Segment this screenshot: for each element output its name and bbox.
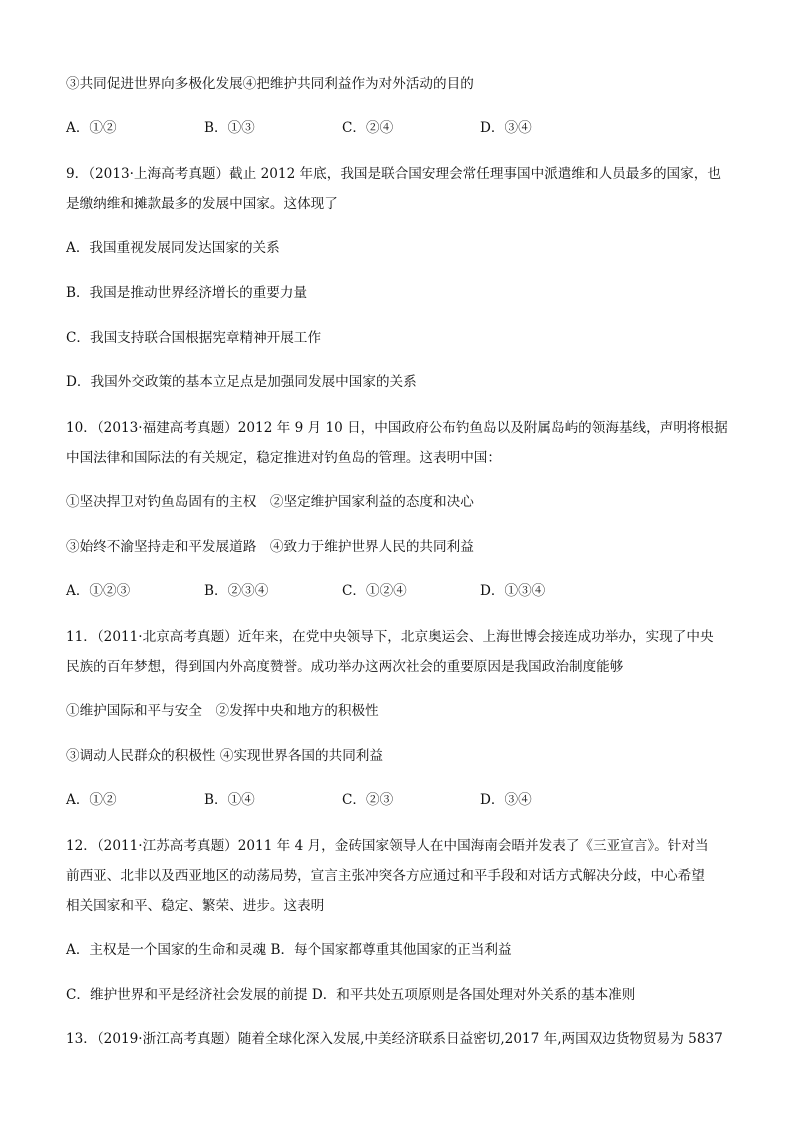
q8-options (66, 118, 736, 138)
q12-options-cd: C．维护世界和平是经济社会发展的前提 D．和平共处五项原则是各国处理对外关系的基本准则 (66, 987, 636, 1003)
q8-statements-line2: ③共同促进世界向多极化发展④把维护共同利益作为对外活动的目的 (66, 76, 474, 92)
q9-stem-line2: 是缴纳维和摊款最多的发展中国家。这体现了 (66, 196, 338, 212)
q10-option-d: D．①③④ (480, 583, 546, 599)
q9-option-b: B．我国是推动世界经济增长的重要力量 (66, 285, 308, 301)
q11-statements-line1: ①维护国际和平与安全 ②发挥中央和地方的积极性 (66, 703, 379, 719)
q10-option-c: C．①②④ (342, 583, 407, 599)
q8-option-a: A．①② (66, 120, 117, 136)
q10-option-b: B．②③④ (204, 583, 269, 599)
q10-stem-line1: 10．（2013·福建高考真题）2012 年 9 月 10 日，中国政府公布钓鱼岛以及附属岛屿的领海基线，声明将根据 (66, 420, 728, 436)
q8-option-d: D．③④ (480, 120, 532, 136)
q8-option-b: B．①③ (204, 120, 255, 136)
q11-stem-line1: 11．（2011·北京高考真题）近年来，在党中央领导下，北京奥运会、上海世博会接连成功举办，实现了中央 (66, 629, 714, 645)
q11-option-b: B．①④ (204, 792, 255, 808)
q11-option-a: A．①② (66, 792, 117, 808)
q11-option-c: C．②③ (342, 792, 394, 808)
q10-option-a: A．①②③ (66, 583, 131, 599)
q12-stem-line1: 12．（2011·江苏高考真题）2011 年 4 月，金砖国家领导人在中国海南会晤并发表了《三亚宣言》。针对当 (66, 838, 709, 854)
q9-option-d: D．我国外交政策的基本立足点是加强同发展中国家的关系 (66, 374, 417, 390)
q10-options (66, 581, 736, 601)
q13-stem-line1: 13．（2019·浙江高考真题）随着全球化深入发展,中美经济联系日益密切,2017 年,两国双边货物贸易为 5837 (66, 1031, 723, 1047)
q11-options (66, 790, 736, 810)
q10-stem-line2: 中国法律和国际法的有关规定，稳定推进对钓鱼岛的管理。这表明中国： (66, 450, 501, 466)
q10-statements-line2: ③始终不渝坚持走和平发展道路 ④致力于维护世界人民的共同利益 (66, 539, 474, 555)
q9-stem-line1: 9．（2013·上海高考真题）截止 2012 年底，我国是联合国安理会常任理事国中派遣维和人员最多的国家，也 (66, 166, 721, 182)
q12-options-ab: A．主权是一个国家的生命和灵魂 B．每个国家都尊重其他国家的正当利益 (66, 942, 512, 958)
q12-stem-line2: 前西亚、北非以及西亚地区的动荡局势，宣言主张冲突各方应通过和平手段和对话方式解决分歧，中心希望 (66, 868, 705, 884)
q9-option-c: C．我国支持联合国根据宪章精神开展工作 (66, 330, 322, 346)
q11-statements-line2: ③调动人民群众的积极性 ④实现世界各国的共同利益 (66, 748, 383, 764)
q11-stem-line2: 民族的百年梦想，得到国内外高度赞誉。成功举办这两次社会的重要原因是我国政治制度能够 (66, 659, 624, 675)
q10-statements-line1: ①坚决捍卫对钓鱼岛固有的主权 ②坚定维护国家利益的态度和决心 (66, 494, 474, 510)
q9-option-a: A．我国重视发展同发达国家的关系 (66, 240, 280, 256)
q12-stem-line3: 相关国家和平、稳定、繁荣、进步。这表明 (66, 898, 325, 914)
q8-option-c: C．②④ (342, 120, 394, 136)
q11-option-d: D．③④ (480, 792, 532, 808)
